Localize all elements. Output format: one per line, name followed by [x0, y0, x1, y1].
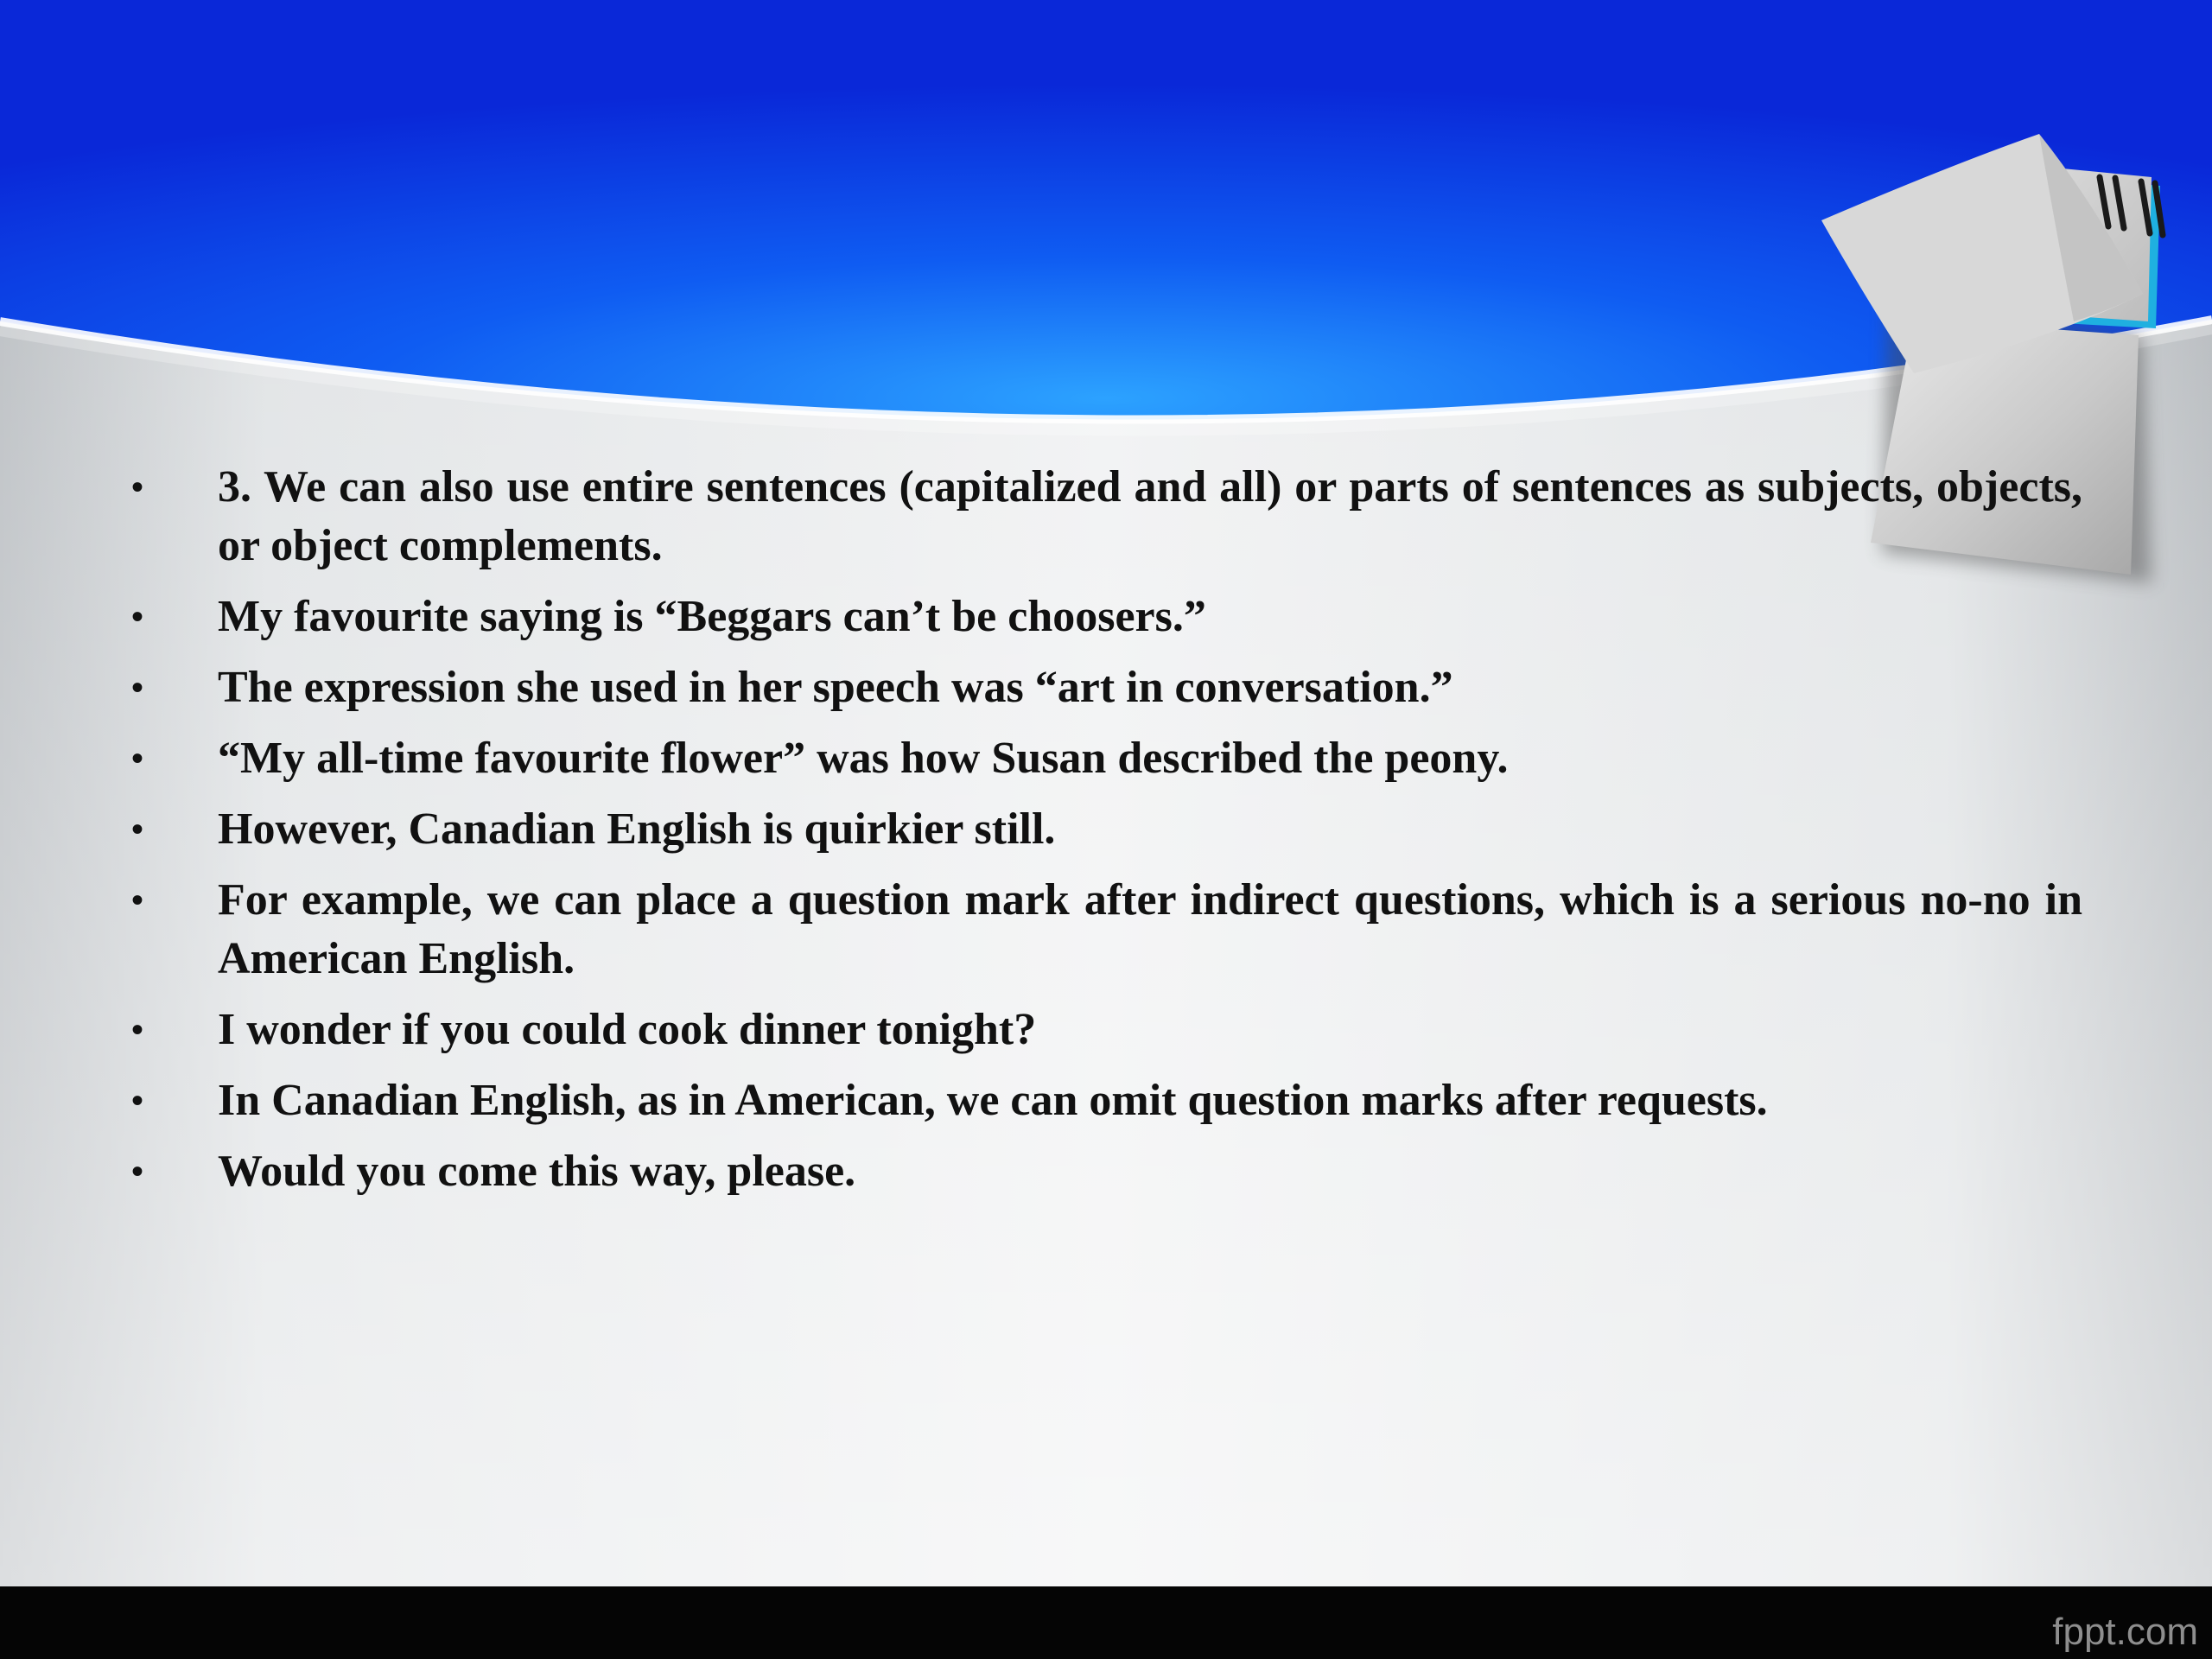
- bullet-item: [121, 588, 2082, 646]
- bullet-text: 3. We can also use entire sentences (capitalized and all) or parts of sentences as subjects, objects, or object complements.: [218, 462, 2082, 570]
- bullet-symbol: •: [131, 597, 144, 636]
- bullet-item: [121, 1071, 2082, 1130]
- bullet-list: [121, 458, 2082, 1201]
- bullet-text: “My all-time favourite flower” was how Susan described the peony.: [218, 734, 1509, 783]
- bullet-text: The expression she used in her speech was “art in conversation.”: [218, 663, 1453, 712]
- bullet-text: However, Canadian English is quirkier still.: [218, 804, 1056, 854]
- bullet-symbol: •: [131, 1081, 144, 1120]
- bullet-symbol: •: [131, 739, 144, 778]
- bullet-text: I wonder if you could cook dinner tonight?: [218, 1005, 1037, 1054]
- bullet-item: [121, 1001, 2082, 1059]
- bullet-symbol: •: [131, 810, 144, 849]
- bullet-text: My favourite saying is “Beggars can’t be choosers.”: [218, 592, 1206, 641]
- bullet-item: [121, 658, 2082, 717]
- bullet-symbol: •: [131, 880, 144, 919]
- bullet-symbol: •: [131, 1152, 144, 1191]
- bullet-item: [121, 729, 2082, 788]
- bullet-text: Would you come this way, please.: [218, 1147, 856, 1196]
- bullet-symbol: •: [131, 467, 144, 506]
- bullet-item: [121, 458, 2082, 575]
- watermark-text: fppt.com: [2052, 1611, 2198, 1653]
- bullet-item: [121, 800, 2082, 859]
- bullet-symbol: •: [131, 1010, 144, 1049]
- footer-bar: [0, 1586, 2212, 1659]
- bullet-item: [121, 1142, 2082, 1201]
- bullet-text: In Canadian English, as in American, we can omit question marks after requests.: [218, 1076, 1768, 1125]
- bullet-text: For example, we can place a question mark after indirect questions, which is a serious no-no in American English.: [218, 875, 2082, 983]
- bullet-symbol: •: [131, 668, 144, 707]
- bullet-item: [121, 871, 2082, 988]
